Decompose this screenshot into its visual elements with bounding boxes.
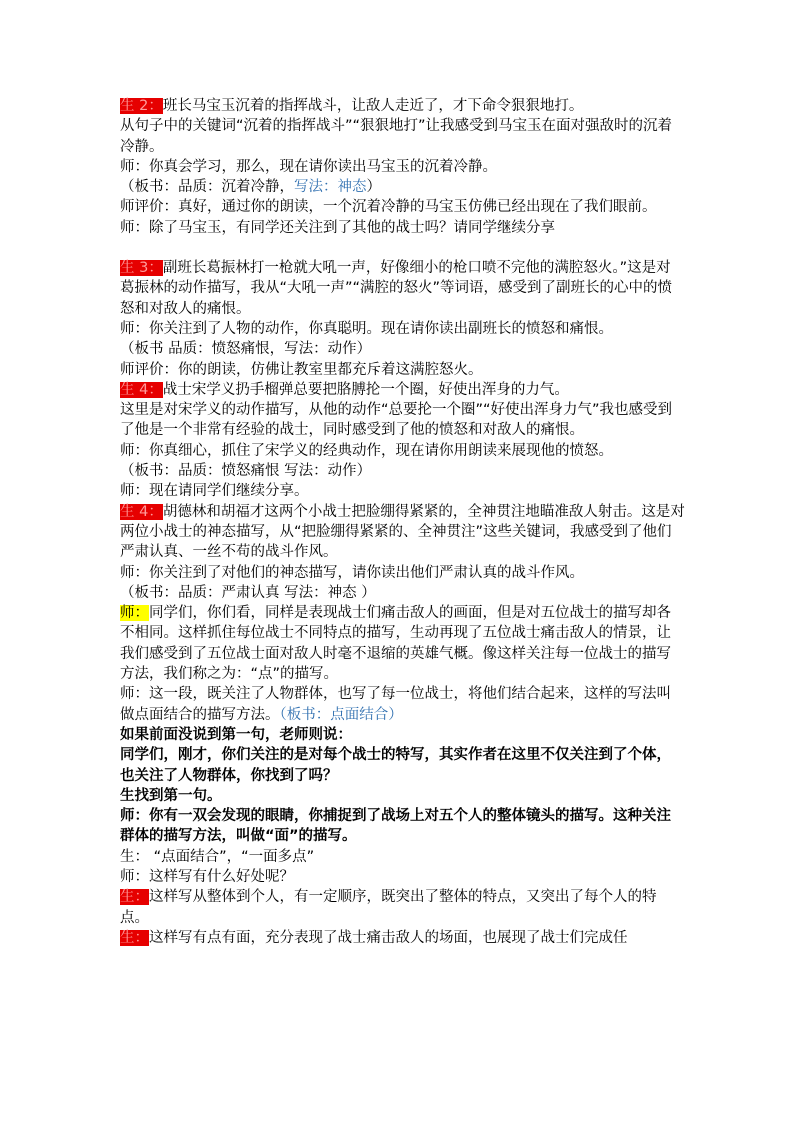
bold-text: 师：你有一双会发现的眼睛，你捕捉到了战场上对五个人的整体镜头的描写。这种关注群体的描写方法，叫做“面”的描写。 [120, 808, 671, 845]
paragraph [120, 319, 685, 339]
paragraph-gap [120, 238, 685, 258]
paragraph [120, 96, 685, 116]
text-run: 师：这一段，既关注了人物群体，也写了每一位战士，将他们结合起来，这样的写法叫做点面结合的描写方法。 [120, 686, 671, 723]
speaker-label: 生： [120, 889, 149, 906]
text-run: 这样写从整体到个人，有一定顺序，既突出了整体的特点，又突出了每个人的特点。 [120, 889, 657, 926]
paragraph [120, 745, 685, 786]
paragraph [120, 928, 685, 948]
paragraph [120, 400, 685, 441]
bold-text: 如果前面没说到第一句，老师则说： [120, 726, 352, 743]
paragraph [120, 725, 685, 745]
text-run: 这里是对宋学义的动作描写，从他的动作“总要抡一个圈”“好使出浑身力气”我也感受到了他是一个非常有经验的战士，同时感受到了他的愤怒和对敌人的痛恨。 [120, 402, 673, 439]
bold-text: 同学们，刚才，你们关注的是对每个战士的特写，其实作者在这里不仅关注到了个体，也关注了人物群体，你找到了吗？ [120, 747, 671, 784]
text-run: （板书：品质：愤怒痛恨 写法：动作） [120, 463, 372, 480]
text-run: （板书：品质：严肃认真 写法：神态 ） [120, 584, 376, 601]
paragraph [120, 116, 685, 157]
paragraph [120, 867, 685, 887]
paragraph [120, 157, 685, 177]
paragraph [120, 461, 685, 481]
paragraph [120, 603, 685, 684]
text-run: 从句子中的关键词“沉着的指挥战斗”“狠狠地打”让我感受到马宝玉在面对强敌时的沉着冷静。 [120, 118, 673, 155]
speaker-label: 生 2： [120, 98, 163, 114]
paragraph [120, 360, 685, 380]
text-run: 师：除了马宝玉，有同学还关注到了其他的战士吗？请同学继续分享 [120, 219, 555, 236]
text-run: 师：你关注到了对他们的神态描写，请你读出他们严肃认真的战斗作风。 [120, 564, 584, 581]
paragraph [120, 441, 685, 461]
text-run: 师：这样写有什么好处呢？ [120, 868, 294, 885]
paragraph [120, 197, 685, 217]
text-run: （板书：品质：沉着冷静， [120, 179, 294, 196]
text-run: （板书 品质：愤怒痛恨，写法：动作） [120, 341, 372, 358]
text-run: 师评价：你的朗读，仿佛让教室里都充斥着这满腔怒火。 [120, 361, 483, 378]
speaker-label: 生 4： [120, 381, 163, 398]
text-run: 同学们，你们看，同样是表现战士们痛击敌人的画面，但是对五位战士的描写却各不相同。这样抓住每位战士不同特点的描写，生动再现了五位战士痛击敌人的情景，让我们感受到了五位战士面对敌人时毫不退缩的英雄气概。像这样关注每一位战士的描写方法，我们称之为：“点”的描写。 [120, 605, 671, 683]
speaker-label: 生： [120, 929, 149, 946]
paragraph [120, 847, 685, 867]
paragraph [120, 684, 685, 725]
paragraph [120, 806, 685, 847]
speaker-label: 生 4： [120, 503, 163, 520]
text-run: 班长马宝玉沉着的指挥战斗，让敌人走近了，才下命令狠狠地打。 [162, 98, 584, 114]
paragraph [120, 786, 685, 806]
text-run: 师：你真会学习，那么，现在请你读出马宝玉的沉着冷静。 [120, 158, 497, 175]
paragraph [120, 380, 685, 400]
text-run: 生： “点面结合”，“一面多点” [120, 848, 315, 865]
speaker-label: 师： [120, 605, 149, 622]
paragraph [120, 258, 685, 319]
text-run: 师：你真细心，抓住了宋学义的经典动作，现在请你用朗读来展现他的愤怒。 [120, 442, 613, 459]
speaker-label: 生 3： [120, 260, 163, 277]
paragraph [120, 339, 685, 359]
paragraph [120, 887, 685, 928]
text-run: 师：你关注到了人物的动作，你真聪明。现在请你读出副班长的愤怒和痛恨。 [120, 320, 613, 337]
paragraph [120, 583, 685, 603]
text-run: 师评价：真好，通过你的朗读，一个沉着冷静的马宝玉仿佛已经出现在了我们眼前。 [120, 199, 657, 216]
document-body [120, 96, 685, 948]
text-run: 战士宋学义扔手榴弹总要把胳膊抡一个圈，好使出浑身的力气。 [162, 381, 569, 398]
paragraph [120, 177, 685, 197]
paragraph [120, 563, 685, 583]
board-note: 写法：神态 [294, 179, 367, 196]
bold-text: 生找到第一句。 [120, 787, 222, 804]
paragraph [120, 218, 685, 238]
text-run: 师：现在请同学们继续分享。 [120, 483, 309, 500]
board-note: （板书：点面结合） [279, 706, 403, 723]
paragraph [120, 481, 685, 501]
paragraph [120, 502, 685, 563]
text-run: 副班长葛振林打一枪就大吼一声，好像细小的枪口喷不完他的满腔怒火。”这是对葛振林的动作描写，我从“大吼一声”“满腔的怒火”等词语，感受到了副班长的心中的愤怒和对敌人的痛恨。 [120, 260, 673, 317]
text-run: 这样写有点有面，充分表现了战士痛击敌人的场面，也展现了战士们完成任 [149, 929, 628, 946]
text-run: 胡德林和胡福才这两个小战士把脸绷得紧紧的，全神贯注地瞄准敌人射击。这是对两位小战士的神态描写，从“把脸绷得紧紧的、全神贯注”这些关键词，我感受到了他们严肃认真、一丝不苟的战斗作风。 [120, 503, 685, 561]
text-run: ） [366, 179, 381, 196]
